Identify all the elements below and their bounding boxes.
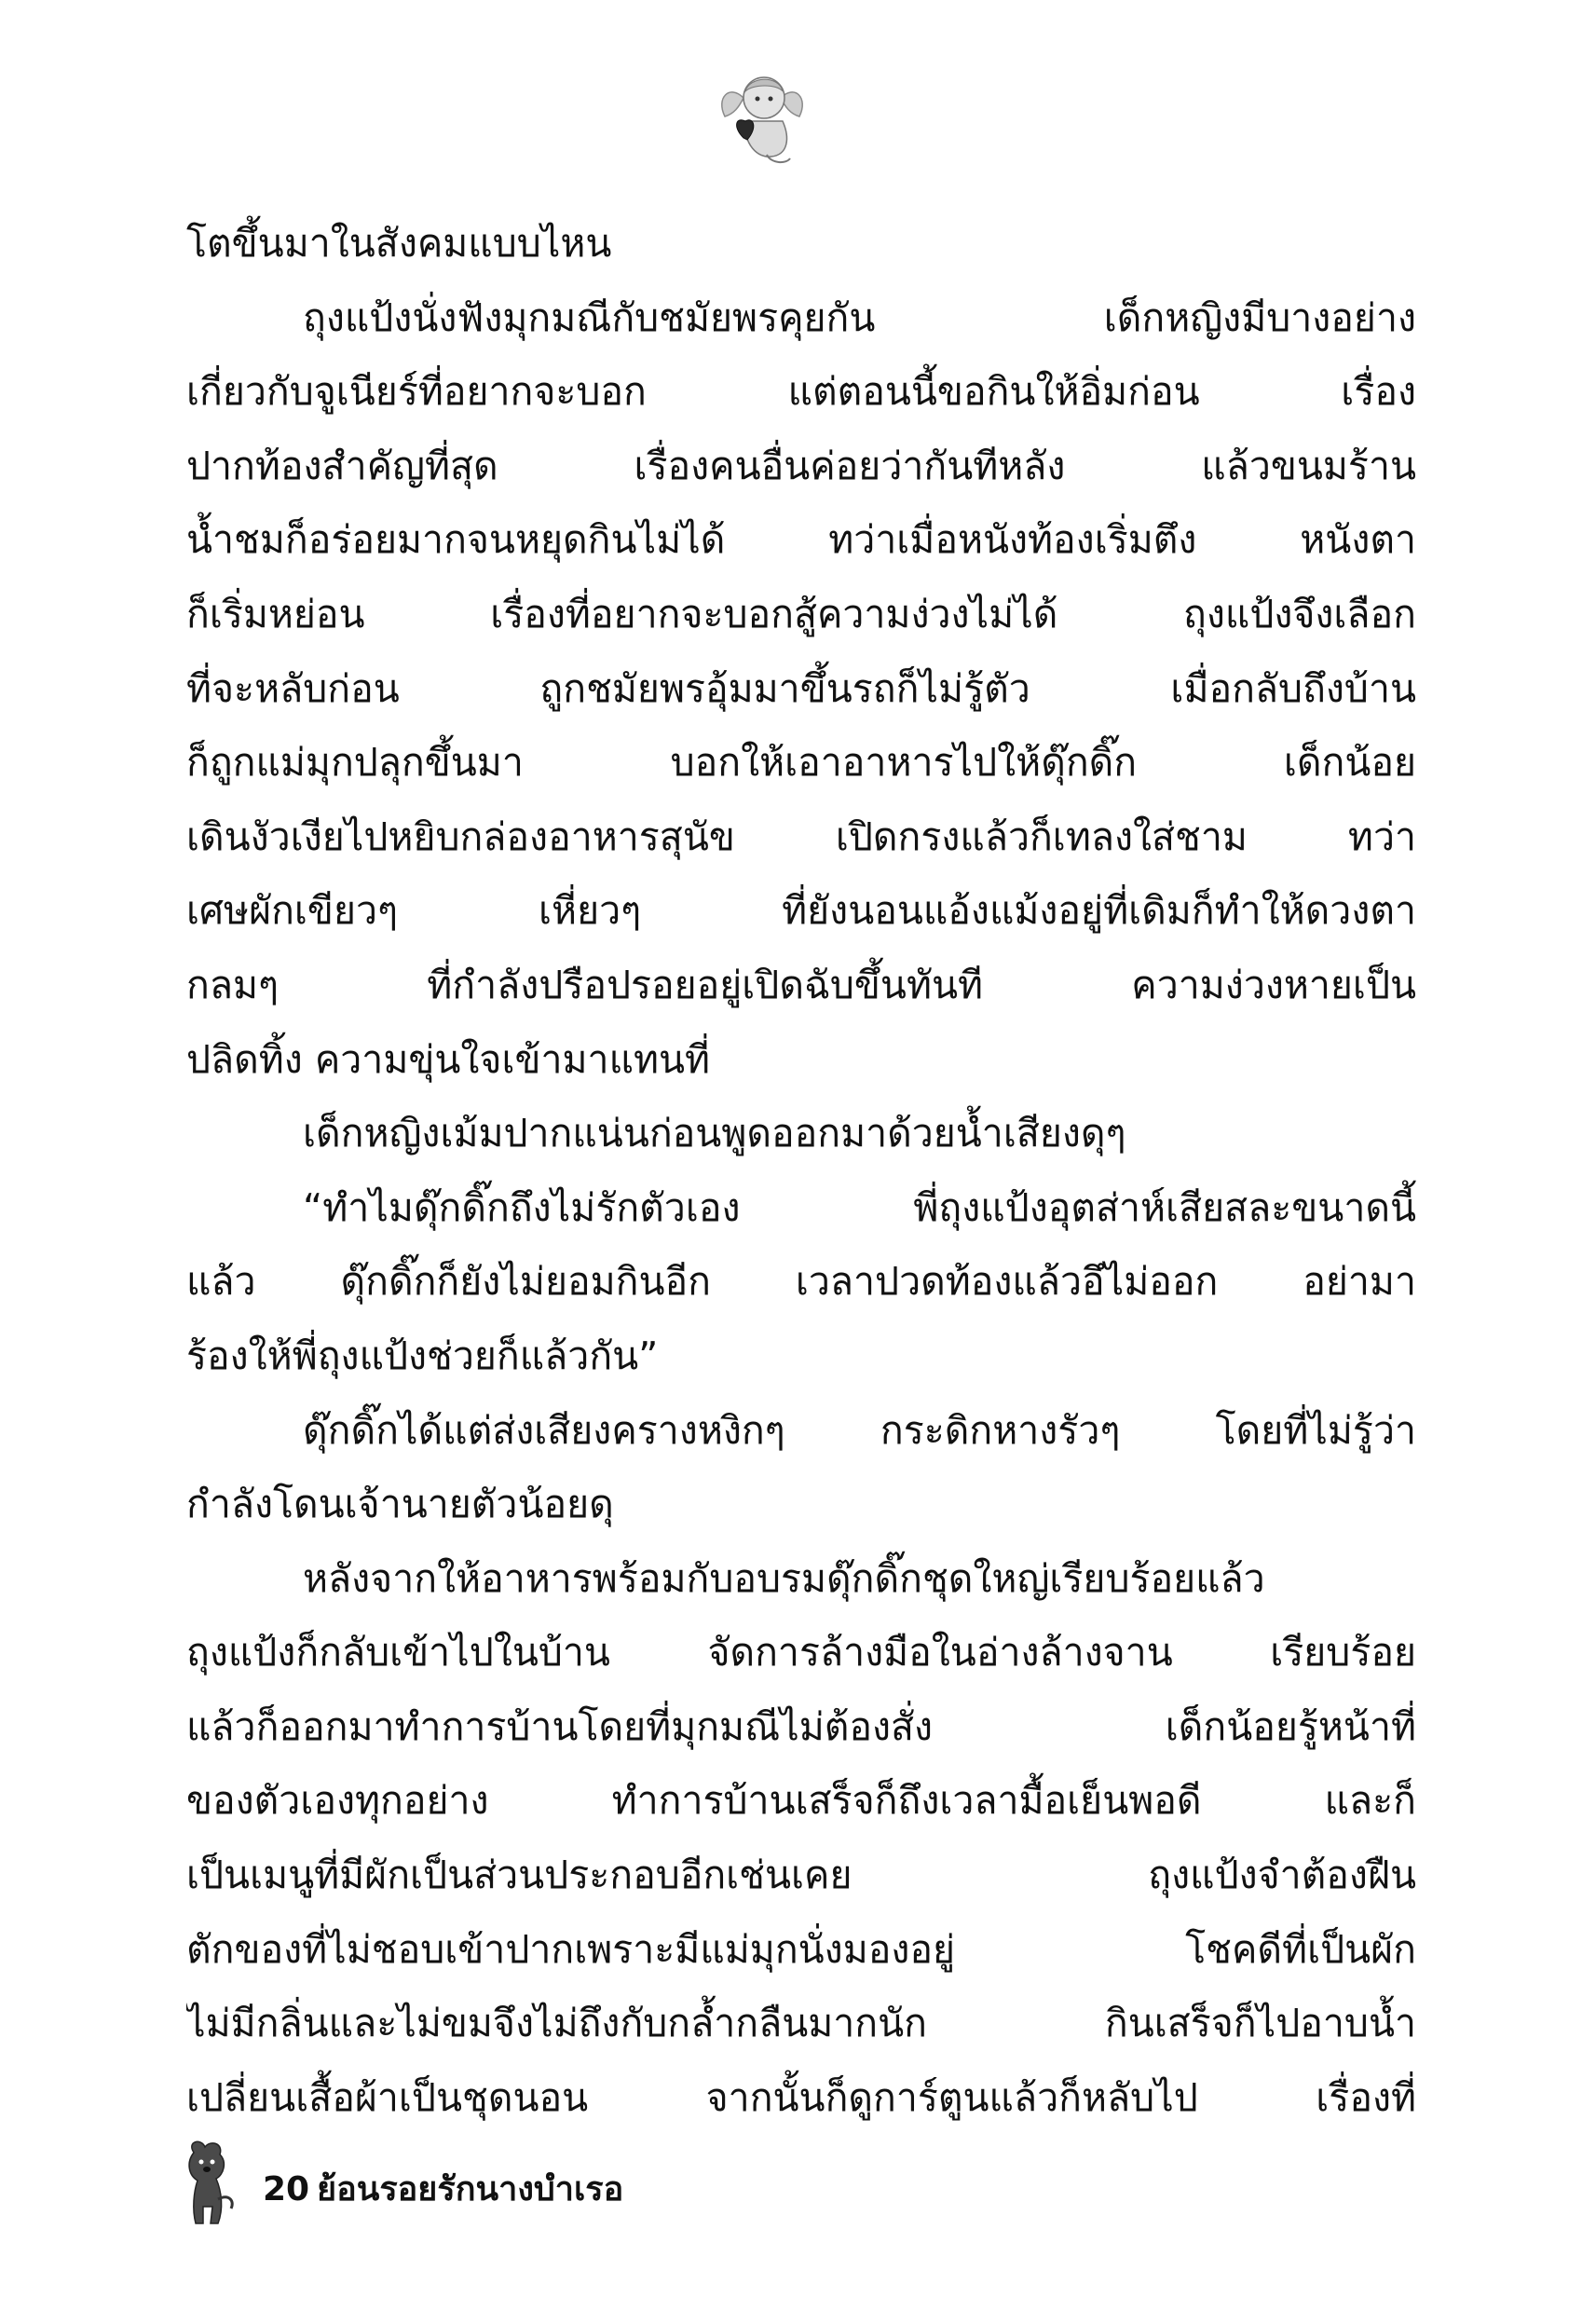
text-line: กำลังโดนเจ้านายตัวน้อยดุ [186, 1482, 614, 1527]
text-line: เศษผักเขียวๆ เหี่ยวๆ ที่ยังนอนแอ้งแม้งอยู่ที่เดิมก็ทำให้ดวงตา [186, 888, 1416, 934]
text-line: แล้ว ดุ๊กดิ๊กก็ยังไม่ยอมกินอีก เวลาปวดท้องแล้วอึไม่ออก อย่ามา [186, 1259, 1416, 1305]
text-line: ปากท้องสำคัญที่สุด เรื่องคนอื่นค่อยว่ากันทีหลัง แล้วขนมร้าน [186, 443, 1416, 488]
text-line: เป็นเมนูที่มีผักเป็นส่วนประกอบอีกเช่นเคย ถุงแป้งจำต้องฝืน [186, 1853, 1416, 1898]
cherub-holding-heart-icon [716, 65, 809, 168]
text-line: ถุงแป้งก็กลับเข้าไปในบ้าน จัดการล้างมือในอ่างล้างจาน เรียบร้อย [186, 1630, 1416, 1675]
text-line: เด็กหญิงเม้มปากแน่นก่อนพูดออกมาด้วยน้ำเสียงดุๆ [303, 1111, 1126, 1156]
text-line: ของตัวเองทุกอย่าง ทำการบ้านเสร็จก็ถึงเวลามื้อเย็นพอดี และก็ [186, 1778, 1416, 1824]
text-line: กลมๆ ที่กำลังปรือปรอยอยู่เปิดฉับขึ้นทันที ความง่วงหายเป็น [186, 962, 1416, 1007]
little-dog-icon [177, 2134, 242, 2236]
text-line: ตักของที่ไม่ชอบเข้าปากเพราะมีแม่มุกนั่งมองอยู่ โชคดีที่เป็นผัก [186, 1926, 1416, 1972]
text-line: ก็ถูกแม่มุกปลุกขึ้นมา บอกให้เอาอาหารไปให้ดุ๊กดิ๊ก เด็กน้อย [186, 740, 1416, 786]
text-line: เปลี่ยนเสื้อผ้าเป็นชุดนอน จากนั้นก็ดูการ์ตูนแล้วก็หลับไป เรื่องที่ [186, 2074, 1416, 2120]
text-line: ร้องให้พี่ถุงแป้งช่วยก็แล้วกัน” [186, 1333, 659, 1378]
page-footer [177, 2134, 829, 2236]
text-line: ที่จะหลับก่อน ถูกชมัยพรอุ้มมาขึ้นรถก็ไม่รู้ตัว เมื่อกลับถึงบ้าน [186, 665, 1416, 711]
text-line: หลังจากให้อาหารพร้อมกับอบรมดุ๊กดิ๊กชุดใหญ่เรียบร้อยแล้ว [303, 1555, 1265, 1601]
text-line: เดินงัวเงียไปหยิบกล่องอาหารสุนัข เปิดกรงแล้วก็เทลงใส่ชาม ทว่า [186, 814, 1416, 859]
page-number: 20 [263, 2170, 310, 2208]
text-line: ดุ๊กดิ๊กได้แต่ส่งเสียงครางหงิกๆ กระดิกหางรัวๆ โดยที่ไม่รู้ว่า [303, 1407, 1416, 1453]
text-line: ก็เริ่มหย่อน เรื่องที่อยากจะบอกสู้ความง่วงไม่ได้ ถุงแป้งจึงเลือก [186, 591, 1416, 636]
text-line: แล้วก็ออกมาทำการบ้านโดยที่มุกมณีไม่ต้องสั่ง เด็กน้อยรู้หน้าที่ [186, 1703, 1416, 1749]
book-title: ย้อนรอยรักนางบำเรอ [317, 2170, 624, 2208]
text-line: เกี่ยวกับจูเนียร์ที่อยากจะบอก แต่ตอนนี้ขอกินให้อิ่มก่อน เรื่อง [186, 369, 1416, 415]
text-line: โตขึ้นมาในสังคมแบบไหน [186, 221, 612, 266]
text-line: ถุงแป้งนั่งฟังมุกมณีกับชมัยพรคุยกัน เด็กหญิงมีบางอย่าง [303, 294, 1416, 340]
text-line: ไม่มีกลิ่นและไม่ขมจึงไม่ถึงกับกล้ำกลืนมากนัก กินเสร็จก็ไปอาบน้ำ [186, 2001, 1416, 2046]
text-line: น้ำชมก็อร่อยมากจนหยุดกินไม่ได้ ทว่าเมื่อหนังท้องเริ่มตึง หนังตา [186, 517, 1416, 563]
text-line: “ทำไมดุ๊กดิ๊กถึงไม่รักตัวเอง พี่ถุงแป้งอุตส่าห์เสียสละขนาดนี้ [303, 1184, 1416, 1230]
text-line: ปลิดทิ้ง ความขุ่นใจเข้ามาแทนที่ [186, 1036, 711, 1082]
body-text [186, 207, 1416, 2135]
